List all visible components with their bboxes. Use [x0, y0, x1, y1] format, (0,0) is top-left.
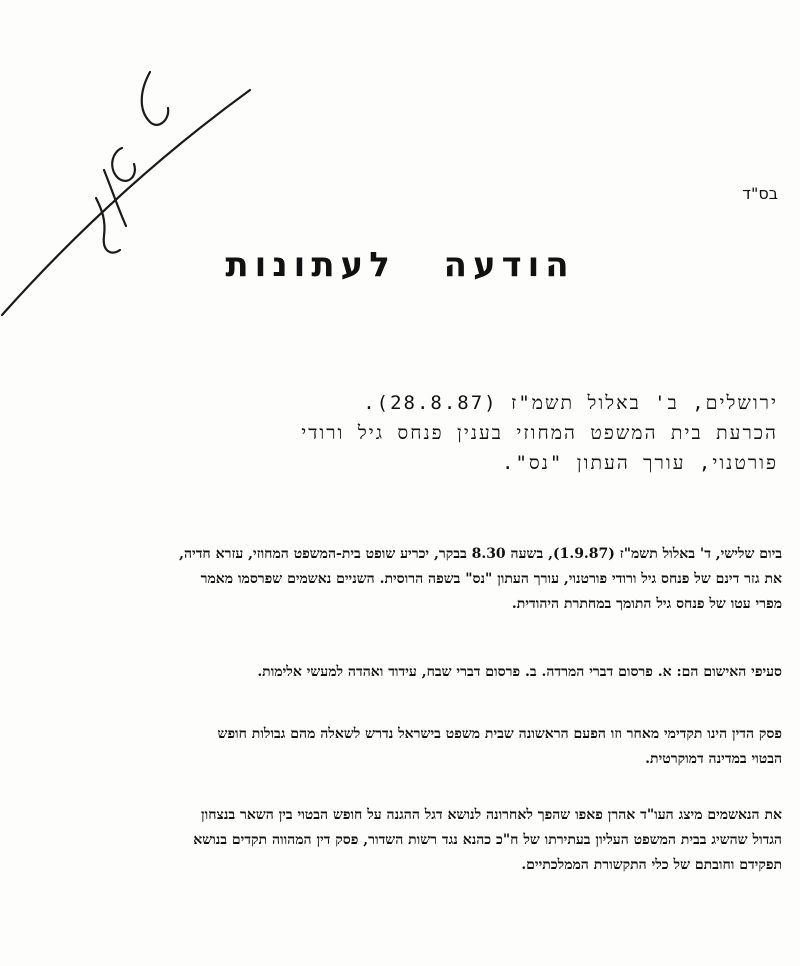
paragraph-line: את גזר דינם של פנחס גיל ורודי פורטנוי, עורך העתון "נס" בשפה הרוסית. השניים נאשמים שפרסמו מאמר: [200, 571, 782, 587]
paragraph-line: פסק הדין הינו תקדימי מאחר וזו הפעם הראשונה שבית משפט בישראל נדרש לשאלה מהם גבולות חופש: [217, 726, 782, 742]
paragraph-line: הגדול שהשיג בבית המשפט העליון בעתירתו של ח"כ כהנא נגד רשות השדור, פסק דין המהווה תקדים בנושא: [193, 832, 782, 848]
bsd-header: בס"ד: [742, 184, 778, 203]
page-title: הודעה לעתונות: [225, 245, 575, 285]
paragraph-line: תפקידם וחובתם של כלי התקשורת הממלכתיים.: [521, 857, 782, 873]
paragraph-line: את הנאשמים מיצג העו"ד אהרן פאפו שהפך לאחרונה לנושא דגל ההגנה על חופש הבטוי בין השאר בנצחון: [201, 807, 782, 823]
paragraph-line: הבטוי במדינה דמוקרטית.: [645, 751, 782, 767]
paragraph-verdict: [22, 542, 782, 617]
paragraph-charges: [22, 660, 782, 685]
paragraph-precedent: [22, 722, 782, 772]
paragraph-line: מפרי עטו של פנחס גיל התומך במחתרת היהודית.: [511, 596, 782, 612]
paragraph-defense: [22, 803, 782, 878]
release-header: [38, 388, 778, 478]
paragraph-line: ביום שלישי, ד' באלול תשמ"ז (1.9.87), בשעה 8.30 בבקר, יכריע שופט בית-המשפט המחוזי, עזרא חדיה,: [179, 546, 782, 562]
paragraph-line: סעיפי האישום הם: א. פרסום דברי המרדה. ב. פרסום דברי שבח, עידוד ואהדה למעשי אלימות.: [257, 664, 782, 680]
header-date-line: ירושלים, ב' באלול תשמ"ז (28.8.87).: [363, 392, 778, 414]
handwritten-signature: [0, 60, 260, 330]
header-subject-line-2: פורטנוי, עורך העתון "נס".: [502, 452, 778, 474]
header-subject-line: הכרעת בית המשפט המחוזי בענין פנחס גיל ורודי: [301, 422, 778, 444]
